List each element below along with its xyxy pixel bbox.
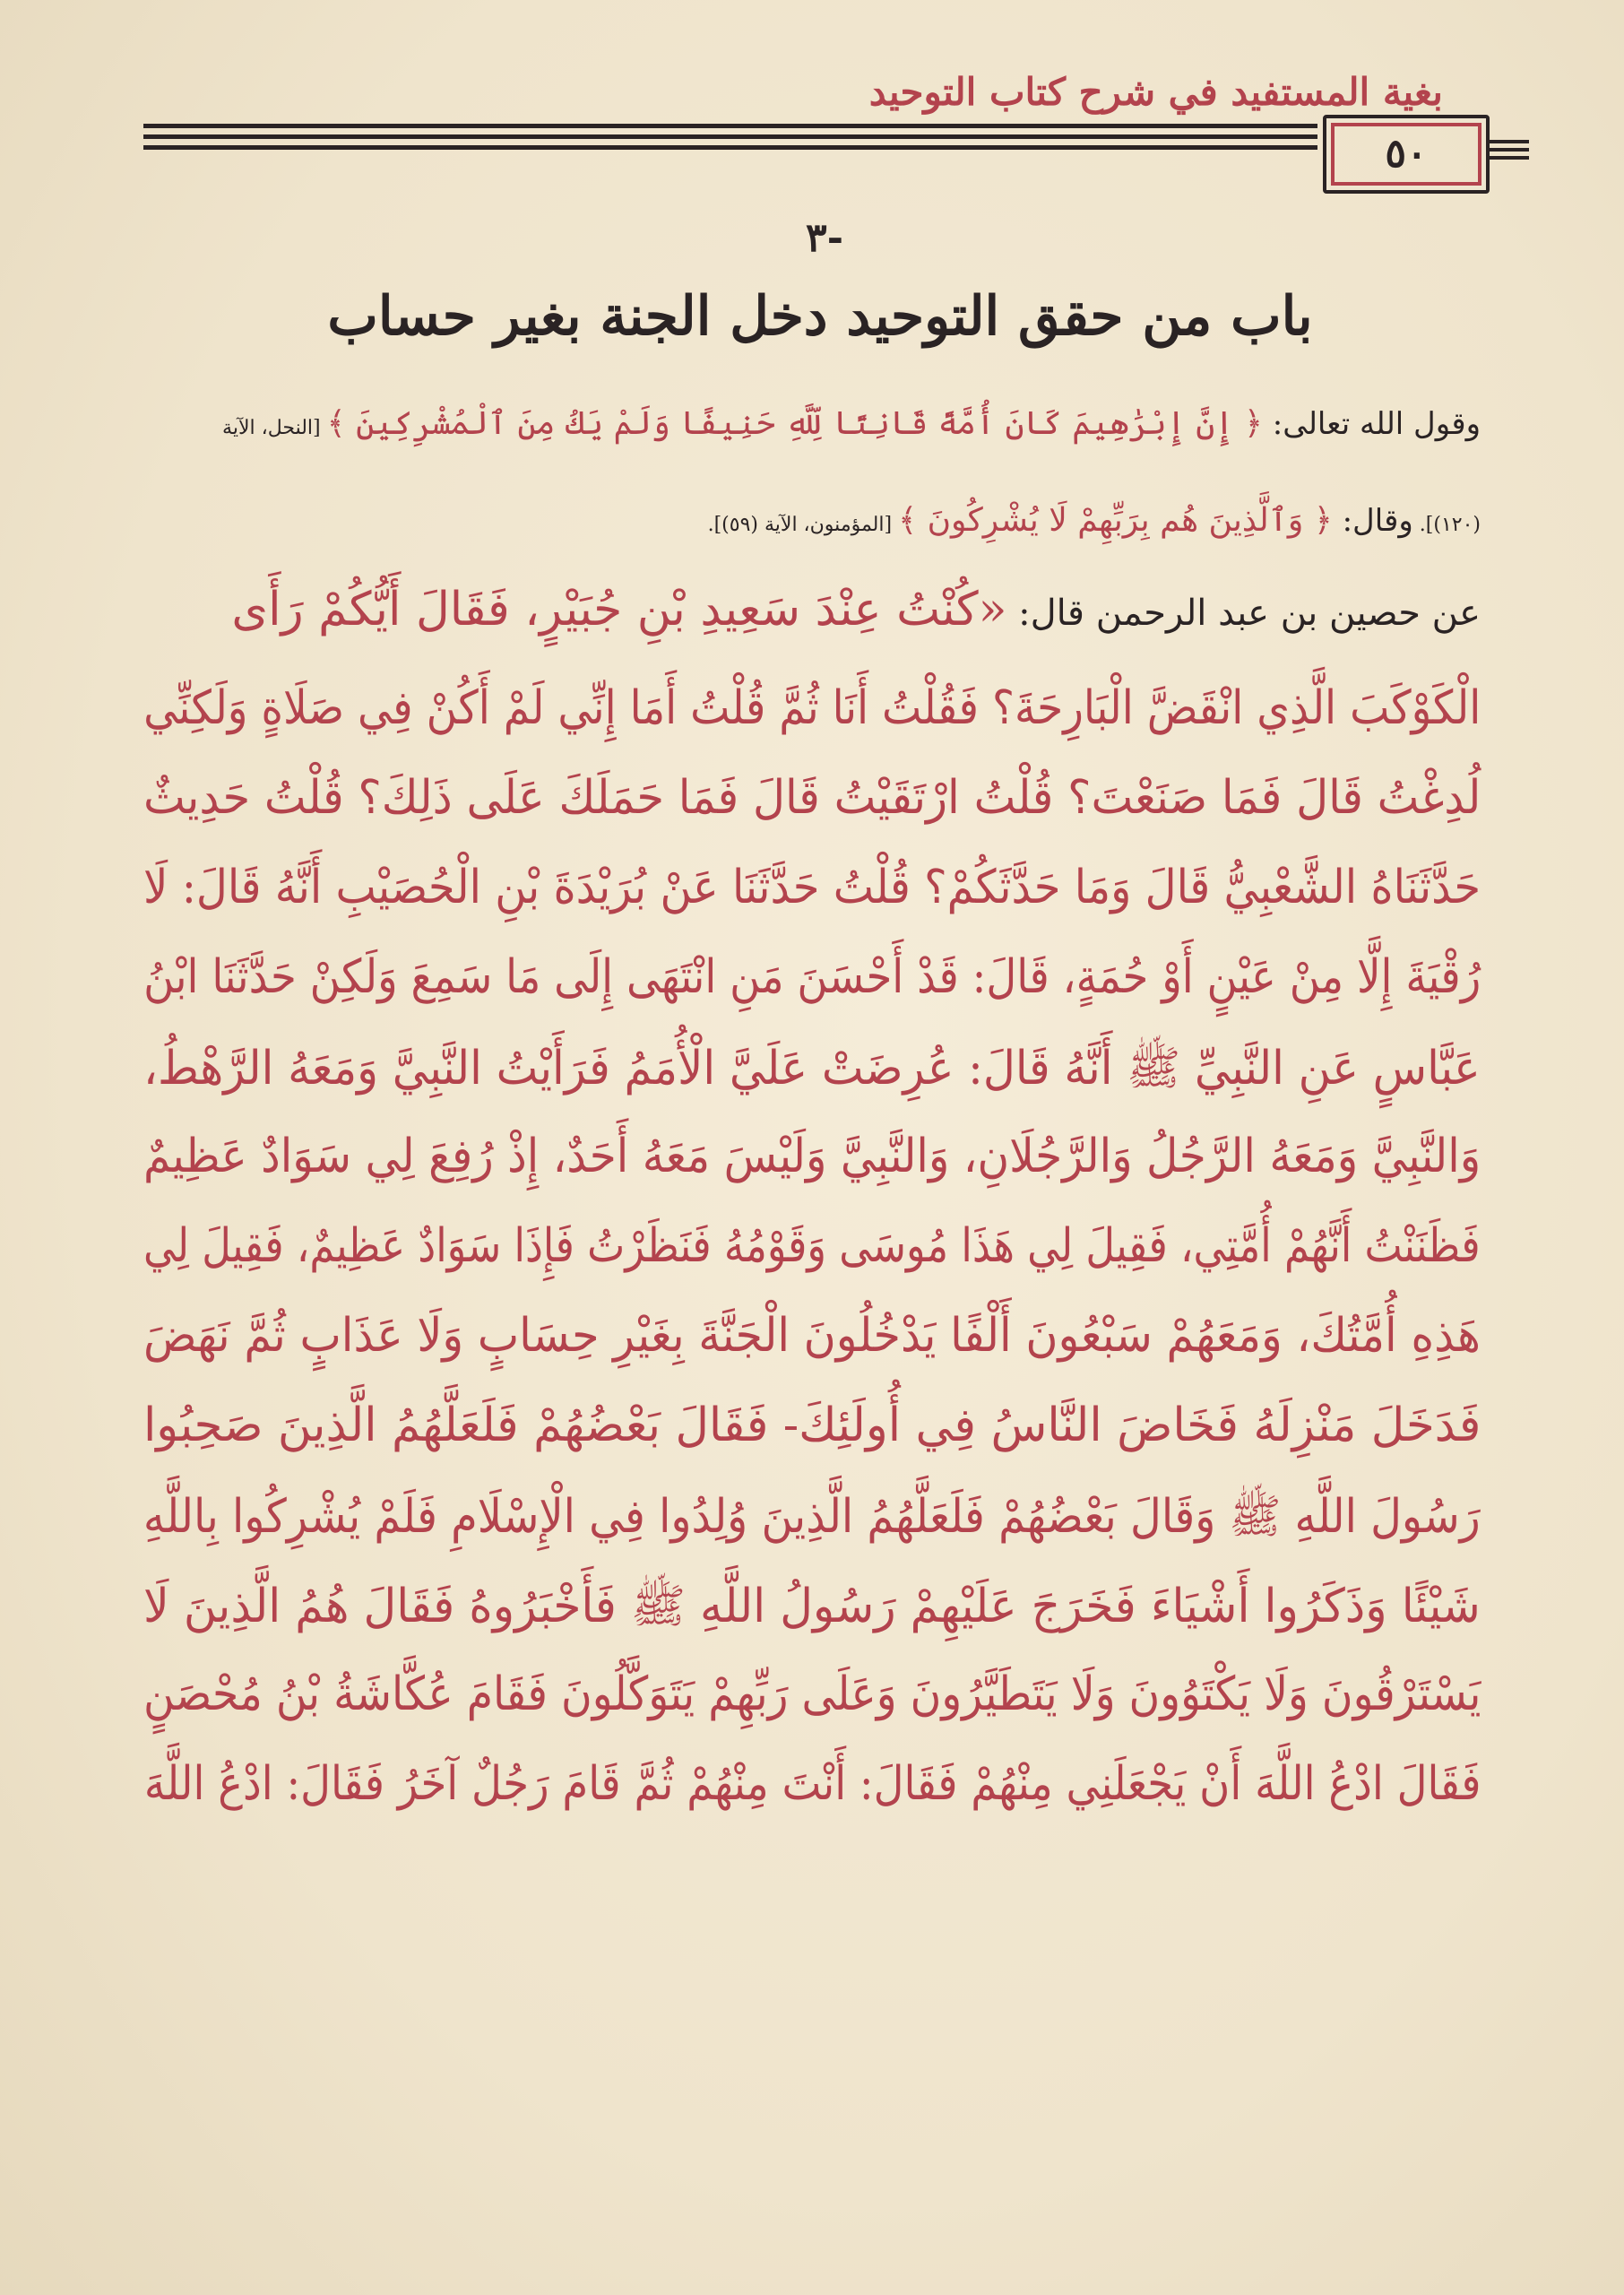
page-number: ٥٠ xyxy=(1385,131,1428,177)
section-number: -٣ xyxy=(806,215,843,261)
intro-lead: وقال: xyxy=(1332,503,1413,539)
hadith-line: وَالنَّبِيَّ وَمَعَهُ الرَّجُلُ وَالرَّجُلَانِ، وَالنَّبِيَّ وَلَيْسَ مَعَهُ أَحَدٌ، إِذْ رُفِعَ لِي سَوَادٌ عَظِيمٌ xyxy=(143,1130,1481,1183)
chapter-title: باب من حقق التوحيد دخل الجنة بغير حساب xyxy=(327,285,1313,348)
intro-line-1 xyxy=(222,405,1481,442)
hadith-line: الْكَوْكَبَ الَّذِي انْقَضَّ الْبَارِحَةَ؟ فَقُلْتُ أَنَا ثُمَّ قُلْتُ أَمَا إِنِّي لَمْ أَكُنْ فِي صَلَاةٍ وَلَكِنِّي xyxy=(143,681,1481,735)
header-rule xyxy=(143,124,1317,172)
hadith-line: رُقْيَةَ إِلَّا مِنْ عَيْنٍ أَوْ حُمَةٍ، قَالَ: قَدْ أَحْسَنَ مَنِ انْتَهَى إِلَى مَا سَمِعَ وَلَكِنْ حَدَّثَنَا ابْنُ xyxy=(143,950,1481,1004)
hadith-line: عَبَّاسٍ عَنِ النَّبِيِّ ﷺ أَنَّهُ قَالَ: عُرِضَتْ عَلَيَّ الْأُمَمُ فَرَأَيْتُ النَّبِيَّ وَمَعَهُ الرَّهْطُ، xyxy=(143,1042,1481,1096)
verse-reference: [المؤمنون، الآية (٥٩)]. xyxy=(707,514,899,536)
hadith-lead: عن حصين بن عبد الرحمن قال: xyxy=(1006,593,1481,634)
hadith-line: هَذِهِ أُمَّتُكَ، وَمَعَهُمْ سَبْعُونَ أَلْفًا يَدْخُلُونَ الْجَنَّةَ بِغَيْرِ حِسَابٍ وَلَا عَذَابٍ ثُمَّ نَهَضَ xyxy=(143,1309,1481,1363)
hadith-line: شَيْئًا وَذَكَرُوا أَشْيَاءَ فَخَرَجَ عَلَيْهِمْ رَسُولُ اللَّهِ ﷺ فَأَخْبَرُوهُ فَقَالَ هُمُ الَّذِينَ لَا xyxy=(143,1580,1481,1633)
intro-lead: وقول الله تعالى: xyxy=(1262,406,1481,442)
hadith-line: حَدَّثَنَاهُ الشَّعْبِيُّ قَالَ وَمَا حَدَّثَكُمْ؟ قُلْتُ حَدَّثَنَا عَنْ بُرَيْدَةَ بْنِ الْحُصَيْبِ أَنَّهُ قَالَ: لَا xyxy=(143,861,1481,914)
quran-verse: ﴿ وَٱلَّذِينَ هُم بِرَبِّهِمْ لَا يُشْرِكُونَ ﴾ xyxy=(898,502,1333,539)
running-title: بغية المستفيد في شرح كتاب التوحيد xyxy=(868,70,1443,114)
hadith-line: فَدَخَلَ مَنْزِلَهُ فَخَاضَ النَّاسُ فِي أُولَئِكَ- فَقَالَ بَعْضُهُمْ فَلَعَلَّهُمُ الَّذِينَ صَحِبُوا xyxy=(143,1399,1481,1452)
hadith-line: فَقَالَ ادْعُ اللَّهَ أَنْ يَجْعَلَنِي مِنْهُمْ فَقَالَ: أَنْتَ مِنْهُمْ ثُمَّ قَامَ رَجُلٌ آخَرُ فَقَالَ: ادْعُ اللَّهَ xyxy=(143,1757,1481,1811)
hadith-line: يَسْتَرْقُونَ وَلَا يَكْتَوُونَ وَلَا يَتَطَيَّرُونَ وَعَلَى رَبِّهِمْ يَتَوَكَّلُونَ فَقَامَ عُكَّاشَةُ بْنُ مُحْصَنٍ xyxy=(143,1667,1481,1721)
header-rule-stub xyxy=(1490,140,1529,160)
verse-reference: [النحل، الآية xyxy=(222,417,327,439)
hadith-text: «كُنْتُ عِنْدَ سَعِيدِ بْنِ جُبَيْرٍ، فَقَالَ أَيُّكُمْ رَأَى xyxy=(231,583,1007,637)
verse-reference: (١٢٠)]. xyxy=(1412,514,1481,536)
hadith-line xyxy=(231,583,1481,637)
hadith-line: فَظَنَنْتُ أَنَّهُمْ أُمَّتِي، فَقِيلَ لِي هَذَا مُوسَى وَقَوْمُهُ فَنَظَرْتُ فَإِذَا سَوَادٌ عَظِيمٌ، فَقِيلَ لِي xyxy=(143,1219,1481,1273)
quran-verse: ﴿ إِنَّ إِبْرَٰهِيمَ كَانَ أُمَّةً قَانِتًا لِّلَّهِ حَنِيفًا وَلَمْ يَكُ مِنَ ٱلْمُشْرِكِينَ ﴾ xyxy=(326,405,1263,442)
intro-line-2 xyxy=(708,502,1481,539)
hadith-line: لُدِغْتُ قَالَ فَمَا صَنَعْتَ؟ قُلْتُ ارْتَقَيْتُ قَالَ فَمَا حَمَلَكَ عَلَى ذَلِكَ؟ قُلْتُ حَدِيثٌ xyxy=(143,771,1481,825)
page-number-box xyxy=(1323,115,1490,194)
hadith-line: رَسُولَ اللَّهِ ﷺ وَقَالَ بَعْضُهُمْ فَلَعَلَّهُمُ الَّذِينَ وُلِدُوا فِي الْإِسْلَامِ فَلَمْ يُشْرِكُوا بِاللَّهِ xyxy=(143,1490,1481,1544)
page-header xyxy=(143,63,1506,197)
